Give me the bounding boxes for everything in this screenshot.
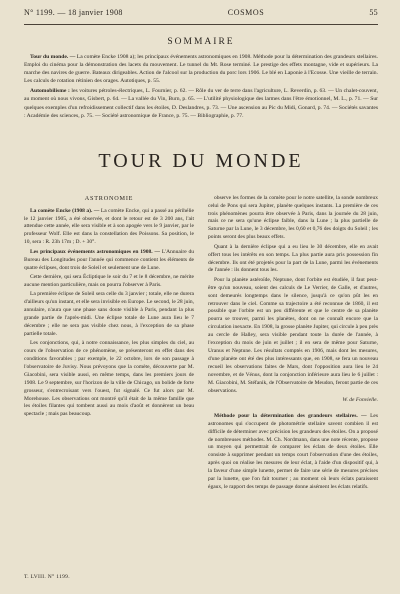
paragraph-lead: La comète Encke (1908 a). — (30, 207, 100, 214)
paragraph-text: Les astronomes qui s'occupent de photométrie stellaire savent combien il est difficile de déterminer avec précision les grandeurs des étoiles. On a proposé de nombreuses méthodes. M. Ch. Nordmann, dans une note récente, propose un moyen qui permettrait de comparer les éclats de deux étoiles. Elle consiste à supprimer pendant un temps court l'observation d'une des étoiles, après quoi on réalise les mesures de leur éclat, à l'aide d'un dispositif qui, à la faveur d'une simple lunette, permet de faire une série de mesures précises par la lunette, que l'on fait tourner ; au moment où leurs éclats paraissent égaux, le rapport des temps de passage donne aisément les éclats relatifs. (208, 412, 379, 490)
paragraph-text: Les conjonctions, qui, à notre connaissance, les plus simples du ciel, au cours de l'observation de ce phénomène, se présenteront en effet dans des conditions favorables ; par exemple, le 22 octobre, lors de son passage à l'observatoire de Juvisy. Nous prévoyons que la comète, découverte par M. Giacobini, sera visible aussi, en même temps, dans les premiers jours de 1908. Le 9 septembre, sur l'horizon de la ville de Chicago, un bolide de forte grosseur, s'entrecroisant vers l'ouest, fut signalé. Ce fut alors par M. Morehouse. Les observations ont montré qu'il était de la même famille que les étoiles filantes qui tombent aussi au mois d'août et donnèrent un beau spectacle ; mais pas beaucoup. (24, 340, 194, 418)
sommaire-body (24, 53, 378, 120)
article-paragraph (24, 340, 194, 419)
article-paragraph (24, 291, 194, 338)
journal-name: COSMOS (227, 8, 265, 17)
paragraph-text: Quant à la dernière éclipse qui a eu lieu le 30 décembre, elle en avait offert tous les intérêts en son temps. La plus partie aura pris possession fin décembre. Ils ont été projetés pour la part de la Lune, parmi les événements de l'année : ils donnent tous les. (208, 243, 378, 274)
article-paragraph (208, 413, 378, 492)
paragraph-lead: Les principaux événements astronomiques en 1908. — (30, 248, 160, 255)
page-footer: T. LVIII. N° 1199. (24, 574, 70, 580)
header-rule (24, 24, 378, 25)
paragraph-text: La comète Encke, qui a passé au périhélie le 12 janvier 1905, a été observée, et dont le retour est de 3 200 ans, l'ait attendue cette année, elle sera visible et à son apogée vers le 9 janvier, par le professeur Wolf. Elle est dans la constellation des Poissons. Sa position, le 10, sera : R. 23h 17m ; D. + 30°. (24, 207, 194, 246)
sommaire-title: SOMMAIRE (167, 37, 235, 47)
main-title: TOUR DU MONDE (98, 149, 304, 172)
article-paragraph (208, 277, 378, 396)
section-heading: ASTRONOMIE (84, 194, 134, 202)
article-paragraph (208, 244, 378, 276)
article-paragraph (24, 249, 194, 273)
right-column (208, 195, 378, 494)
paragraph-lead: Méthode pour la détermination des grandeurs stellaires. — (214, 412, 367, 419)
sommaire-paragraph (24, 87, 378, 119)
sommaire-text: les voitures pétroles-électriques, L. Fournier, p. 62. — Rôle du ver de terre dans l'agriculture, L. Reverdin, p. 63. — Un chalet-couvent, au moment où nous vivons, Gisbert, p. 64. — La vallée du Vin, Burn, p. 65. — L'utilité physiologique des larmes dans l'être émotionnel, M. L., p. 71. — Sur quelques exemples d'un refroidissement collectif dans les étoiles, D. Deslandres, p. 73. — Une ascension au Pic du Midi, Gonard, p. 74. — Sociétés savantes : Académie des sciences, p. 75. — Société astronomique de France, p. 75. — Bibliographie, p. 77. (24, 88, 378, 119)
article-columns (24, 195, 378, 494)
paragraph-text: L'Annuaire du Bureau des Longitudes pour l'année qui commence contient les éléments de quatre éclipses, dont trois de Soleil et seulement une de Lune. (24, 248, 194, 271)
paragraph-text: Cette dernière, qui sera Écliptique le soir du 7 et le 8 décembre, ne mérite aucune mention particulière, mais on pourra l'observer à Paris. (24, 273, 194, 288)
issue-number: N° 1199. — 18 janvier 1908 (24, 8, 123, 17)
page-number: 55 (369, 8, 378, 17)
paragraph-text: La première éclipse de Soleil sera celle du 3 janvier ; totale, elle ne durera d'ailleurs qu'un instant, et elle sera invisible en Europe. Le second, le 28 juin, annulaire, n'aura que une phase sans doute visible à Paris, pendant la plus grande partie de l'après-midi. Une éclipse totale de Lune aura lieu le 7 décembre ; elle ne sera pas visible chez nous, à l'exception de sa phase partielle totale. (24, 291, 194, 337)
article-paragraph (24, 208, 194, 248)
left-column (24, 195, 194, 494)
sommaire-text: La comète Encke 1908 a); les principaux événements astronomiques en 1908. Méthode pour la détermination des grandeurs stellaires. Emploi du cinéma pour la démonstration des lacets du mouvement. Le tunnel du Mt. Rose terminé. Le prestige des effets montagne, vide et supérieurs. La marche des navires de guerre. Bateaux dirigeables. Action de l'alcool sur la production du porc lors 1906. Le blé en Laponie à l'Ecosse. Une vieille de terrain. Les calculs de rotation rétinien des orages. Autotiques, p. 55. (24, 54, 379, 85)
paragraph-text: observe les formes de la comète pour le notre satellite, la sonde nombreux celui de Pons qui sera Jupiter, planète quelques instants. La première de ces trois phénomènes pourra être observée à Paris, dans la journée du 28 juin, mais ce ne sera qu'une éclipse faible, dans la Lune ; la plus partielle de Saturne par la Lune, le 3 décembre, les 0,60 et 0,76 des doigts du Soleil ; les points seront des plus beaux effets. (208, 194, 378, 241)
article-paragraph (24, 274, 194, 290)
sommaire-paragraph (24, 53, 378, 85)
paragraph-text: Pour la planète astéroïde, Neptune, dont l'orbite est étudiée, il faut peut-être qu'un nouveau, soient des calculs de Le Verrier, de Galle, et d'autres, sont demeurés longtemps dans le silence, jusqu'à ce qu'on pût les en retrouver dans le ciel. Comme sa trajectoire a été reconnue de 1860, il est possible que l'orbite est un peu différente et que le centre de sa planète pourra se trouver, parmi les planètes, dont on ne connaît encore que la circulation inexacte. En 1908, la grosse planète Jupiter, qui circule à peu près au cercle de Halley, sera visible pendant toute la durée de l'année, à l'exception du mois de juin et juillet ; il en sera de même pour Saturne, Uranus et Neptune. Les résultats comptés en 1906, mais dont les mesures, d'une planète ont été des plus intéressants que, en 1908, se fera un nouveau recueil les observations faites de Mars, dont l'opposition aura lieu le 24 novembre, et de Vénus, dont la conjonction inférieure aura lieu le 6 juillet : M. Giacobini, M. Stéfanik, de l'Observatoire de Meudon, feront partie de ces observations. (208, 276, 378, 394)
page-header (24, 8, 378, 22)
author-signature: W. de Fonvielle. (342, 396, 378, 403)
article-paragraph (208, 195, 378, 242)
sommaire-lead: Tour du monde. — (30, 54, 76, 60)
sommaire-lead: Automobilisme : (30, 88, 70, 95)
